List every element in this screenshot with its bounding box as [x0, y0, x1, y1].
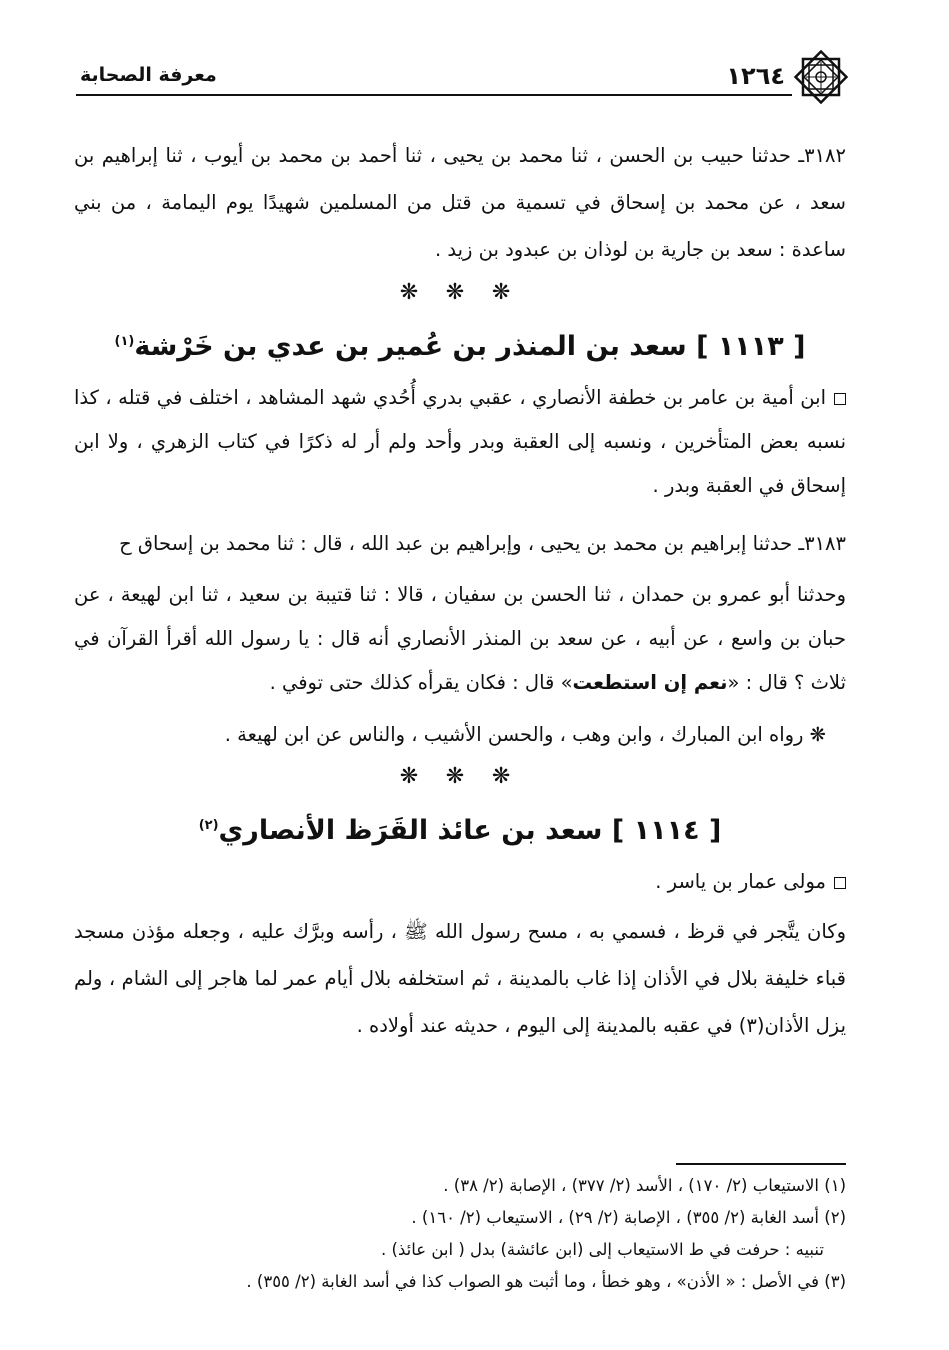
entry-title-1113 — [74, 313, 846, 376]
footnote-2-remark: تنبيه : حرفت في ط الاستيعاب إلى (ابن عائشة) بدل ( ابن عائذ) . — [381, 1240, 824, 1259]
entry-1113-intro-text: ابن أمية بن عامر بن خطفة الأنصاري ، عقبي بدري أُحُدي شهد المشاهد ، اختلف في قتله ، كذا نسبه بعض المتأخرين ، ونسبه إلى العقبة وبدر وأحد ولم أر له ذكرًا في كتاب الزهري ، ولا ابن إسحاق في العقبة وبدر . — [74, 386, 846, 497]
footnote-1: (١) الاستيعاب (٢/ ١٧٠) ، الأسد (٢/ ٣٧٧) ، الإصابة (٢/ ٣٨) . — [443, 1176, 846, 1195]
entry-title-1114-text: [ ١١١٤ ] سعد بن عائذ القَرَظ الأنصاري — [218, 815, 722, 846]
square-bullet-icon — [834, 877, 846, 889]
footnote-ref-1: (١) — [114, 334, 135, 349]
hadith-3183-chain-text: وحدثنا أبو عمرو بن حمدان ، ثنا الحسن بن سفيان ، قالا : ثنا قتيبة بن سعيد ، ثنا ابن لهيعة ، عن حبان بن واسع ، عن أبيه ، عن سعد بن المنذر الأنصاري أنه قال : يا رسول الله أقرأ القرآن في ثلاث ؟ قال : « — [74, 583, 846, 694]
entry-1113-intro — [74, 376, 846, 508]
page-number: ١٢٦٤ — [726, 62, 785, 90]
footnote-ref-2: (٢) — [198, 818, 219, 833]
hadith-3182: ٣١٨٢ـ حدثنا حبيب بن الحسن ، ثنا محمد بن يحيى ، ثنا أحمد بن محمد بن أيوب ، ثنا إبراهيم بن سعد ، عن محمد بن إسحاق في تسمية من قتل من المسلمين شهيدًا يوم اليمامة ، من بني ساعدة : سعد بن جارية بن لوذان بن عبدود بن زيد . — [74, 144, 846, 261]
footnotes — [76, 1170, 846, 1298]
page-header — [80, 62, 850, 108]
page-body — [74, 132, 846, 1049]
entry-title-1113-text: [ ١١١٣ ] سعد بن المنذر بن عُمير بن عدي بن خَرْشة — [134, 331, 806, 362]
entry-1114-intro — [74, 860, 846, 904]
entry-1114-intro-text: مولى عمار بن ياسر . — [655, 870, 826, 893]
hadith-3183-chain-end: » قال : فكان يقرأه كذلك حتى توفي . — [269, 671, 573, 694]
footnote-divider — [676, 1163, 846, 1165]
entry-1114-body: وكان يتَّجر في قرظ ، فسمي به ، مسح رسول الله ﷺ ، رأسه وبرَّك عليه ، وجعله مؤذن مسجد قباء خليفة بلال في الأذان إذا غاب بالمدينة ، ثم استخلفه بلال أيام عمر لما هاجر إلى الشام ، ولم يزل الأذان(٣) في عقبه بالمدينة إلى اليوم ، حديثه عند أولاده . — [74, 920, 846, 1037]
prophet-saying: نعم إن استطعت — [572, 671, 728, 694]
section-separator: ❋ ❋ ❋ — [399, 280, 521, 305]
footnote-3: (٣) في الأصل : « الأذن» ، وهو خطأ ، وما أثبت هو الصواب كذا في أسد الغابة (٢/ ٣٥٥) . — [246, 1272, 846, 1291]
running-title: معرفة الصحابة — [80, 64, 217, 86]
section-separator-2: ❋ ❋ ❋ — [399, 764, 521, 789]
hadith-3183: ٣١٨٣ـ حدثنا إبراهيم بن محمد بن يحيى ، وإبراهيم بن عبد الله ، قال : ثنا محمد بن إسحاق ح — [119, 532, 846, 555]
footnote-2: (٢) أسد الغابة (٢/ ٣٥٥) ، الإصابة (٢/ ٢٩) ، الاستيعاب (٢/ ١٦٠) . — [411, 1208, 846, 1227]
hadith-3183-chain — [74, 573, 846, 705]
entry-title-1114 — [74, 797, 846, 860]
octagram-ornament-icon — [792, 48, 850, 106]
narration-note: ❋ رواه ابن المبارك ، وابن وهب ، والحسن الأشيب ، والناس عن ابن لهيعة . — [224, 723, 826, 746]
header-divider — [76, 94, 792, 96]
square-bullet-icon — [834, 393, 846, 405]
